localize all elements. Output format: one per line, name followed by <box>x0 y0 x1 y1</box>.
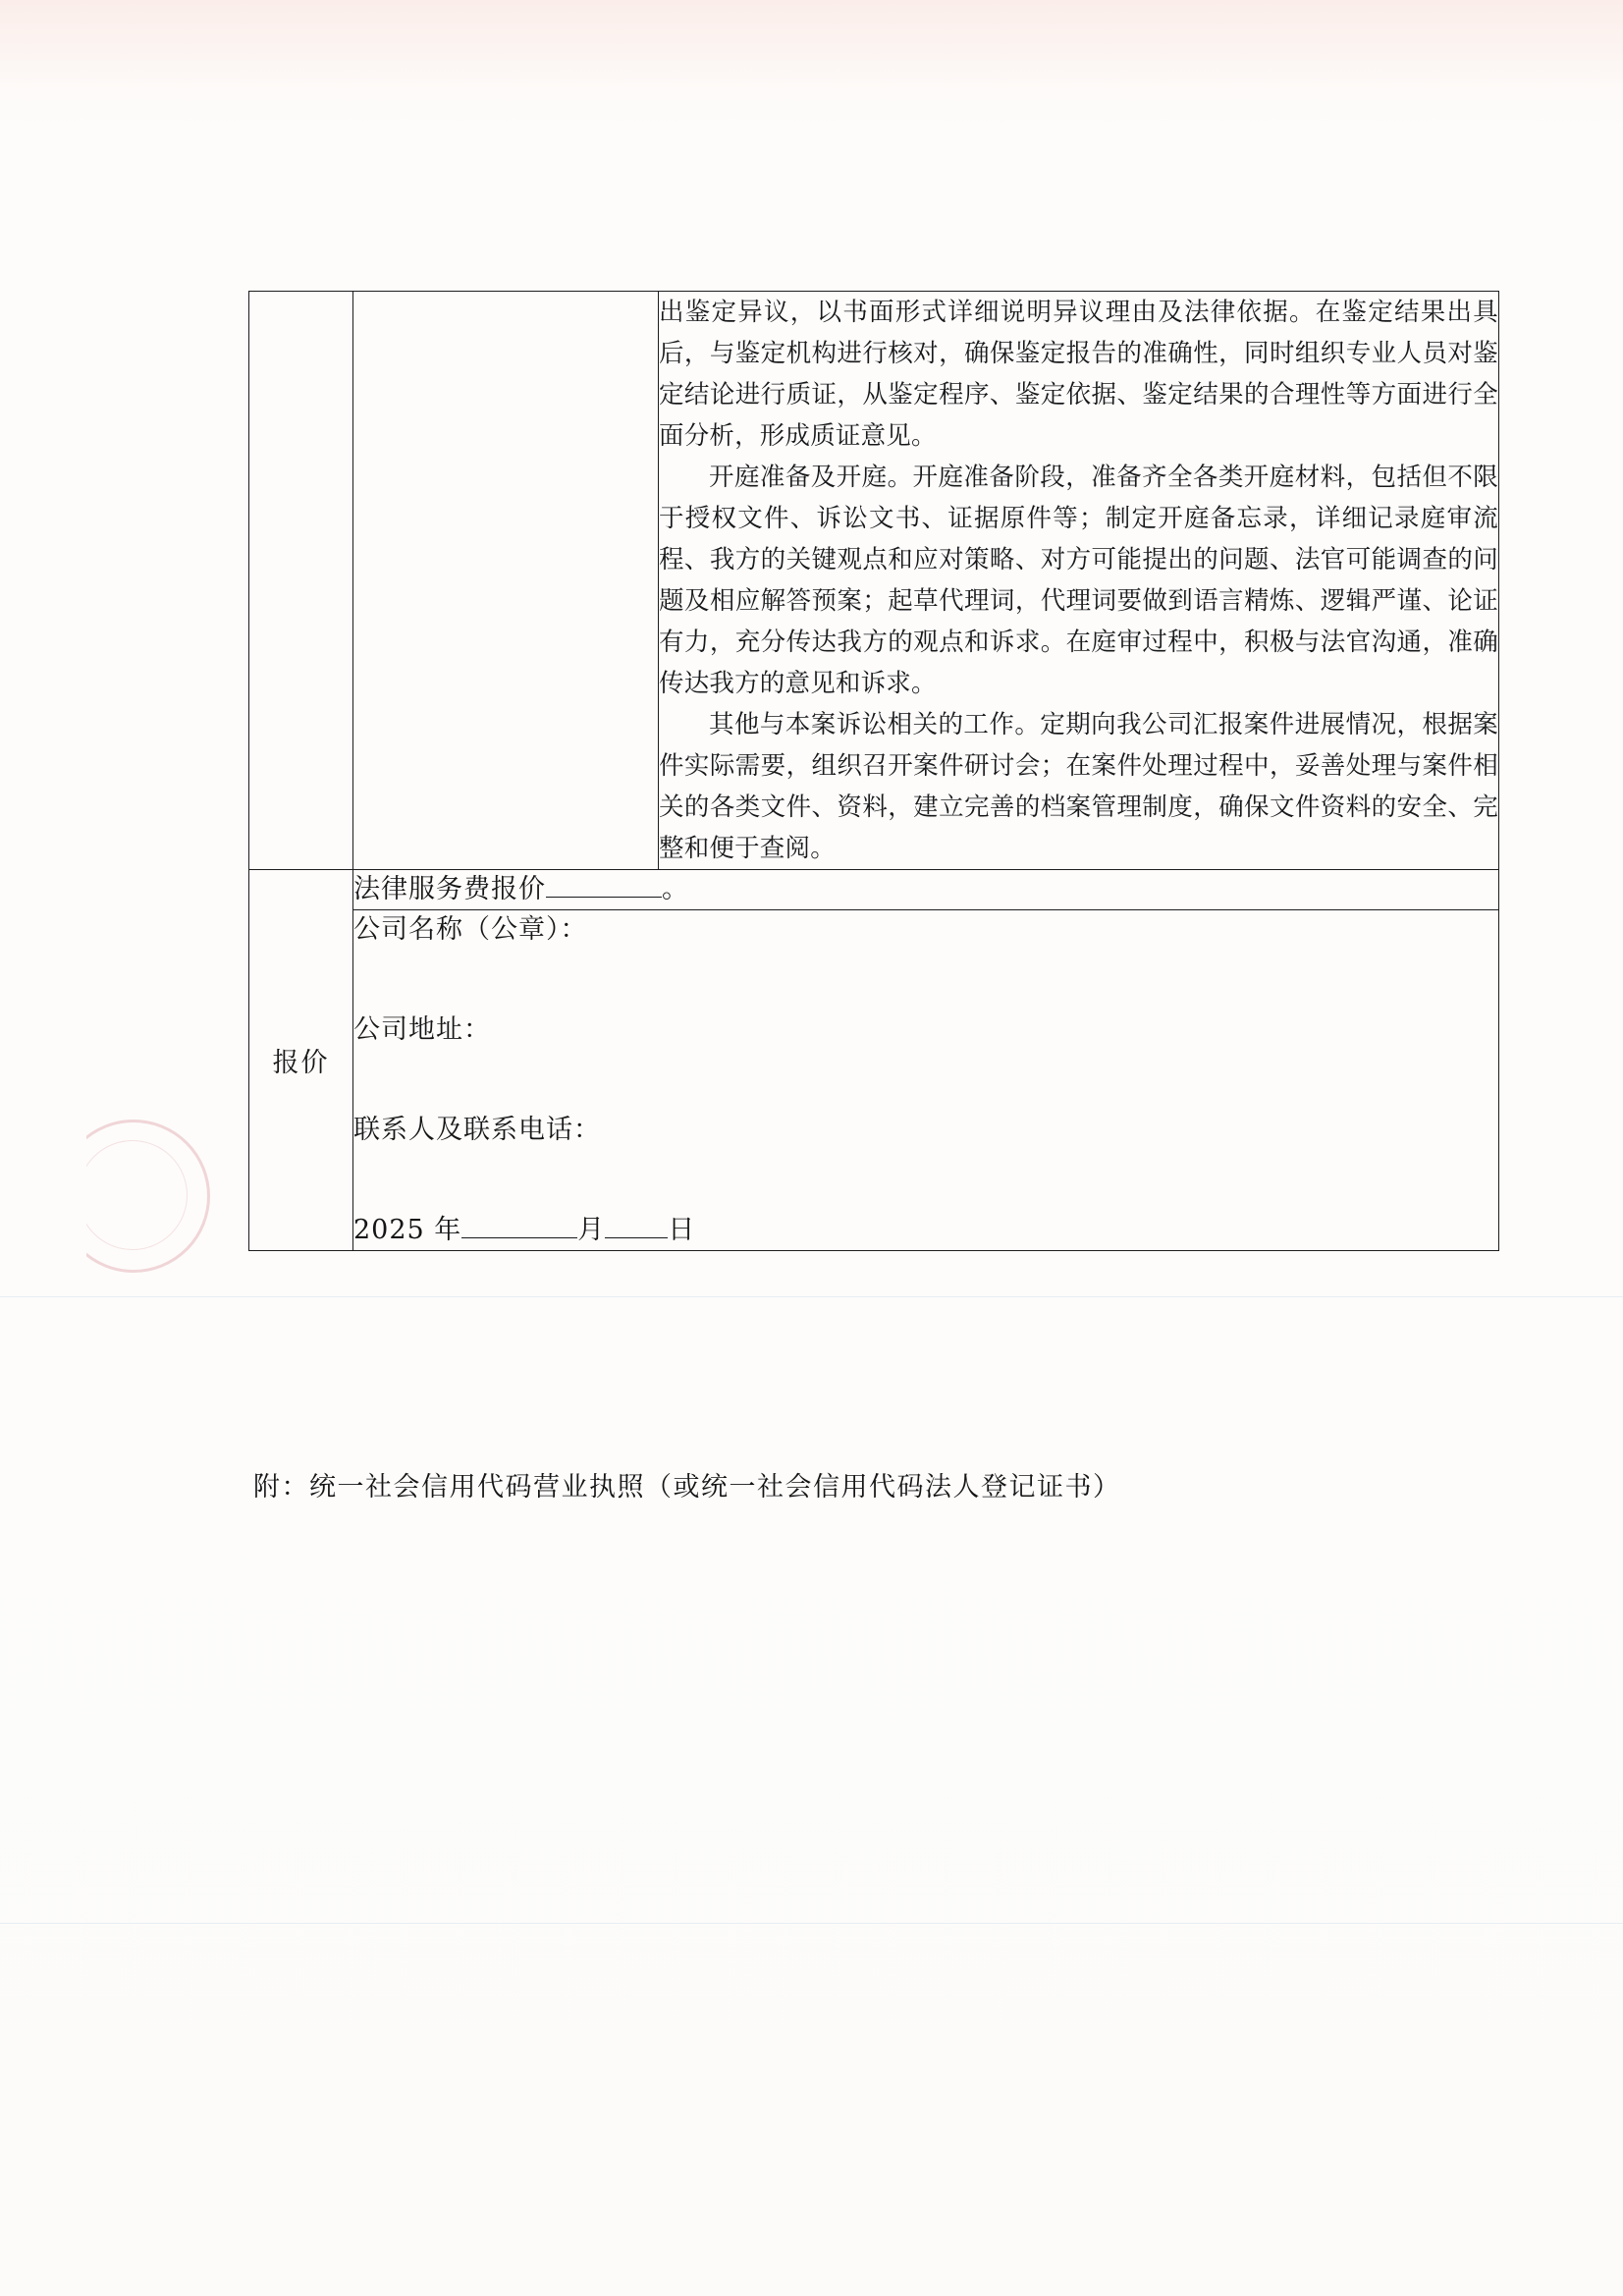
legal-service-fee-line <box>353 870 1498 910</box>
service-scope-content-cell <box>659 292 1499 870</box>
date-day-blank[interactable] <box>605 1212 668 1238</box>
quote-signature-row <box>353 910 1498 1251</box>
quote-row-body <box>353 870 1499 1251</box>
service-scope-and-quote-table <box>248 291 1499 1251</box>
scope-paragraph-3: 其他与本案诉讼相关的工作。定期向我公司汇报案件进展情况，根据案件实际需要，组织召开案件研讨会；在案件处理过程中，妥善处理与案件相关的各类文件、资料，建立完善的档案管理制度，确保文件资料的安全、完整和便于查阅。 <box>659 710 1498 863</box>
scope-paragraph-1: 出鉴定异议，以书面形式详细说明异议理由及法律依据。在鉴定结果出具后，与鉴定机构进行核对，确保鉴定报告的准确性，同时组织专业人员对鉴定结论进行质证，从鉴定程序、鉴定依据、鉴定结果的合理性等方面进行全面分析，形成质证意见。 <box>659 298 1498 451</box>
fee-suffix: 。 <box>662 874 689 904</box>
contact-person-phone-field[interactable]: 联系人及联系电话： <box>353 1115 601 1145</box>
date-year-label: 2025 年 <box>353 1215 462 1245</box>
date-field[interactable] <box>353 1211 1498 1250</box>
row-subject-cell-empty <box>353 292 659 870</box>
attachment-note: 附：统一社会信用代码营业执照（或统一社会信用代码法人登记证书） <box>253 1472 1121 1503</box>
table-row-quote <box>249 870 1499 1251</box>
signature-fields <box>353 910 1498 1251</box>
seal-edge-mask <box>0 1100 86 1296</box>
date-month-blank[interactable] <box>461 1212 577 1238</box>
company-name-field[interactable]: 公司名称（公章）： <box>353 914 588 945</box>
quote-row-label: 报价 <box>249 870 353 1251</box>
table-row-scope <box>249 292 1499 870</box>
date-day-label: 日 <box>668 1215 696 1245</box>
company-address-field[interactable]: 公司地址： <box>353 1014 491 1045</box>
fee-input-blank[interactable] <box>546 871 662 898</box>
date-month-label: 月 <box>577 1215 606 1245</box>
quote-fee-row <box>353 870 1498 910</box>
fee-label: 法律服务费报价 <box>353 874 546 904</box>
scope-paragraph-2: 开庭准备及开庭。开庭准备阶段，准备齐全各类开庭材料，包括但不限于授权文件、诉讼文书、证据原件等；制定开庭备忘录，详细记录庭审流程、我方的关键观点和应对策略、对方可能提出的问题、法官可能调查的问题及相应解答预案；起草代理词，代理词要做到语言精炼、逻辑严谨、论证有力，充分传达我方的观点和诉求。在庭审过程中，积极与法官沟通，准确传达我方的意见和诉求。 <box>659 463 1498 698</box>
row-label-cell-empty <box>249 292 353 870</box>
